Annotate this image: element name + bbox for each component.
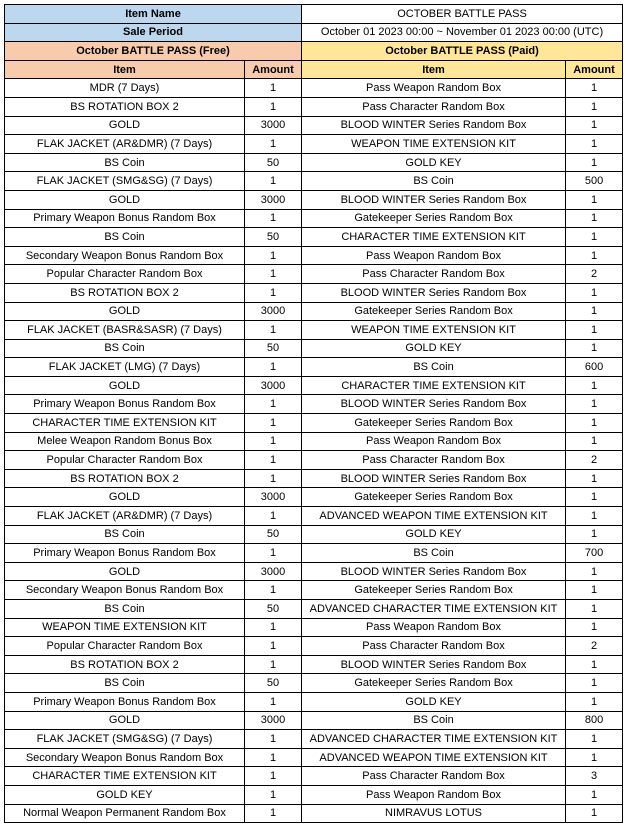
free-item-cell: GOLD xyxy=(5,562,245,581)
table-row xyxy=(5,562,623,581)
table-row xyxy=(5,414,623,433)
paid-amount-cell: 1 xyxy=(566,153,623,172)
free-item-cell: Secondary Weapon Bonus Random Box xyxy=(5,581,245,600)
free-amount-cell: 1 xyxy=(245,469,302,488)
free-item-cell: Primary Weapon Bonus Random Box xyxy=(5,544,245,563)
table-row xyxy=(5,432,623,451)
free-amount-cell: 50 xyxy=(245,339,302,358)
free-amount-header: Amount xyxy=(245,60,302,79)
table-row xyxy=(5,674,623,693)
paid-amount-cell: 1 xyxy=(566,116,623,135)
free-amount-cell: 3000 xyxy=(245,711,302,730)
paid-item-cell: Pass Weapon Random Box xyxy=(302,432,566,451)
free-item-cell: FLAK JACKET (LMG) (7 Days) xyxy=(5,358,245,377)
free-item-cell: FLAK JACKET (BASR&SASR) (7 Days) xyxy=(5,321,245,340)
free-item-cell: GOLD xyxy=(5,488,245,507)
paid-item-cell: Pass Character Random Box xyxy=(302,767,566,786)
paid-item-cell: Gatekeeper Series Random Box xyxy=(302,581,566,600)
table-row xyxy=(5,692,623,711)
paid-amount-cell: 800 xyxy=(566,711,623,730)
sale-period-label: Sale Period xyxy=(5,23,302,42)
free-item-cell: FLAK JACKET (AR&DMR) (7 Days) xyxy=(5,507,245,526)
paid-item-cell: Gatekeeper Series Random Box xyxy=(302,302,566,321)
item-name-value: OCTOBER BATTLE PASS xyxy=(302,5,623,24)
paid-item-cell: ADVANCED WEAPON TIME EXTENSION KIT xyxy=(302,507,566,526)
paid-amount-cell: 1 xyxy=(566,469,623,488)
free-item-header: Item xyxy=(5,60,245,79)
free-amount-cell: 1 xyxy=(245,265,302,284)
paid-amount-cell: 700 xyxy=(566,544,623,563)
free-amount-cell: 1 xyxy=(245,209,302,228)
table-row xyxy=(5,525,623,544)
table-row xyxy=(5,339,623,358)
table-row xyxy=(5,97,623,116)
table-row xyxy=(5,730,623,749)
table-row xyxy=(5,228,623,247)
free-amount-cell: 50 xyxy=(245,228,302,247)
paid-amount-cell: 1 xyxy=(566,395,623,414)
free-amount-cell: 1 xyxy=(245,655,302,674)
free-item-cell: FLAK JACKET (SMG&SG) (7 Days) xyxy=(5,730,245,749)
table-row xyxy=(5,209,623,228)
free-item-cell: GOLD xyxy=(5,711,245,730)
paid-item-cell: BS Coin xyxy=(302,544,566,563)
paid-item-cell: Pass Weapon Random Box xyxy=(302,79,566,98)
table-row xyxy=(5,451,623,470)
paid-amount-cell: 600 xyxy=(566,358,623,377)
free-amount-cell: 50 xyxy=(245,153,302,172)
paid-amount-cell: 1 xyxy=(566,246,623,265)
table-row xyxy=(5,172,623,191)
table-row xyxy=(5,358,623,377)
paid-item-cell: BS Coin xyxy=(302,358,566,377)
paid-amount-cell: 1 xyxy=(566,785,623,804)
section-title-row xyxy=(5,42,623,61)
free-amount-cell: 1 xyxy=(245,618,302,637)
table-row xyxy=(5,655,623,674)
free-amount-cell: 1 xyxy=(245,785,302,804)
paid-item-cell: WEAPON TIME EXTENSION KIT xyxy=(302,321,566,340)
free-item-cell: Secondary Weapon Bonus Random Box xyxy=(5,748,245,767)
paid-amount-cell: 1 xyxy=(566,581,623,600)
free-amount-cell: 1 xyxy=(245,432,302,451)
item-name-row xyxy=(5,5,623,24)
table-row xyxy=(5,581,623,600)
free-amount-cell: 50 xyxy=(245,674,302,693)
battle-pass-table xyxy=(4,4,623,823)
paid-item-cell: BLOOD WINTER Series Random Box xyxy=(302,116,566,135)
free-item-cell: Primary Weapon Bonus Random Box xyxy=(5,692,245,711)
free-item-cell: FLAK JACKET (SMG&SG) (7 Days) xyxy=(5,172,245,191)
table-row xyxy=(5,469,623,488)
paid-item-cell: GOLD KEY xyxy=(302,153,566,172)
paid-amount-cell: 1 xyxy=(566,674,623,693)
free-item-cell: WEAPON TIME EXTENSION KIT xyxy=(5,618,245,637)
free-amount-cell: 1 xyxy=(245,804,302,823)
free-item-cell: Secondary Weapon Bonus Random Box xyxy=(5,246,245,265)
table-row xyxy=(5,748,623,767)
free-item-cell: Popular Character Random Box xyxy=(5,637,245,656)
free-item-cell: BS ROTATION BOX 2 xyxy=(5,97,245,116)
paid-amount-cell: 1 xyxy=(566,190,623,209)
paid-item-cell: Pass Character Random Box xyxy=(302,97,566,116)
paid-item-cell: Gatekeeper Series Random Box xyxy=(302,209,566,228)
free-item-cell: GOLD xyxy=(5,190,245,209)
free-amount-cell: 1 xyxy=(245,544,302,563)
paid-item-cell: WEAPON TIME EXTENSION KIT xyxy=(302,135,566,154)
paid-amount-cell: 1 xyxy=(566,692,623,711)
table-row xyxy=(5,190,623,209)
table-row xyxy=(5,544,623,563)
table-row xyxy=(5,79,623,98)
free-amount-cell: 1 xyxy=(245,637,302,656)
paid-item-cell: BS Coin xyxy=(302,711,566,730)
paid-item-cell: CHARACTER TIME EXTENSION KIT xyxy=(302,376,566,395)
free-amount-cell: 50 xyxy=(245,600,302,619)
free-amount-cell: 1 xyxy=(245,246,302,265)
free-item-cell: CHARACTER TIME EXTENSION KIT xyxy=(5,767,245,786)
free-amount-cell: 1 xyxy=(245,283,302,302)
free-amount-cell: 3000 xyxy=(245,376,302,395)
paid-amount-cell: 1 xyxy=(566,135,623,154)
free-amount-cell: 3000 xyxy=(245,302,302,321)
free-item-cell: GOLD KEY xyxy=(5,785,245,804)
paid-amount-header: Amount xyxy=(566,60,623,79)
paid-amount-cell: 1 xyxy=(566,414,623,433)
paid-item-cell: BLOOD WINTER Series Random Box xyxy=(302,395,566,414)
free-item-cell: GOLD xyxy=(5,376,245,395)
free-amount-cell: 1 xyxy=(245,692,302,711)
paid-amount-cell: 1 xyxy=(566,79,623,98)
table-row xyxy=(5,283,623,302)
free-amount-cell: 1 xyxy=(245,730,302,749)
free-item-cell: GOLD xyxy=(5,116,245,135)
free-item-cell: BS Coin xyxy=(5,228,245,247)
paid-item-cell: Pass Weapon Random Box xyxy=(302,246,566,265)
column-header-row xyxy=(5,60,623,79)
free-item-cell: Popular Character Random Box xyxy=(5,451,245,470)
paid-amount-cell: 1 xyxy=(566,302,623,321)
free-item-cell: BS ROTATION BOX 2 xyxy=(5,655,245,674)
paid-item-cell: BS Coin xyxy=(302,172,566,191)
table-row xyxy=(5,618,623,637)
item-name-label: Item Name xyxy=(5,5,302,24)
table-row xyxy=(5,302,623,321)
paid-item-cell: ADVANCED CHARACTER TIME EXTENSION KIT xyxy=(302,600,566,619)
paid-amount-cell: 1 xyxy=(566,618,623,637)
paid-item-cell: ADVANCED CHARACTER TIME EXTENSION KIT xyxy=(302,730,566,749)
paid-amount-cell: 1 xyxy=(566,283,623,302)
free-amount-cell: 1 xyxy=(245,321,302,340)
free-amount-cell: 1 xyxy=(245,358,302,377)
paid-amount-cell: 3 xyxy=(566,767,623,786)
paid-item-cell: GOLD KEY xyxy=(302,692,566,711)
free-amount-cell: 3000 xyxy=(245,562,302,581)
table-row xyxy=(5,507,623,526)
paid-amount-cell: 1 xyxy=(566,804,623,823)
paid-amount-cell: 1 xyxy=(566,488,623,507)
sale-period-row xyxy=(5,23,623,42)
paid-item-cell: Pass Weapon Random Box xyxy=(302,618,566,637)
paid-item-cell: Pass Character Random Box xyxy=(302,637,566,656)
paid-item-cell: BLOOD WINTER Series Random Box xyxy=(302,562,566,581)
free-item-cell: FLAK JACKET (AR&DMR) (7 Days) xyxy=(5,135,245,154)
paid-amount-cell: 2 xyxy=(566,637,623,656)
table-row xyxy=(5,135,623,154)
paid-item-cell: Pass Weapon Random Box xyxy=(302,785,566,804)
paid-amount-cell: 1 xyxy=(566,339,623,358)
paid-item-cell: Pass Character Random Box xyxy=(302,265,566,284)
paid-item-cell: BLOOD WINTER Series Random Box xyxy=(302,655,566,674)
free-amount-cell: 50 xyxy=(245,525,302,544)
paid-pass-title: October BATTLE PASS (Paid) xyxy=(302,42,623,61)
paid-item-cell: Pass Character Random Box xyxy=(302,451,566,470)
free-amount-cell: 1 xyxy=(245,172,302,191)
paid-amount-cell: 1 xyxy=(566,432,623,451)
paid-item-cell: Gatekeeper Series Random Box xyxy=(302,674,566,693)
paid-amount-cell: 1 xyxy=(566,562,623,581)
paid-item-cell: GOLD KEY xyxy=(302,339,566,358)
paid-amount-cell: 1 xyxy=(566,730,623,749)
free-item-cell: MDR (7 Days) xyxy=(5,79,245,98)
paid-amount-cell: 1 xyxy=(566,376,623,395)
free-pass-title: October BATTLE PASS (Free) xyxy=(5,42,302,61)
table-row xyxy=(5,637,623,656)
sale-period-value: October 01 2023 00:00 ~ November 01 2023 00:00 (UTC) xyxy=(302,23,623,42)
paid-item-cell: BLOOD WINTER Series Random Box xyxy=(302,283,566,302)
table-row xyxy=(5,804,623,823)
free-item-cell: Primary Weapon Bonus Random Box xyxy=(5,209,245,228)
free-item-cell: Melee Weapon Random Bonus Box xyxy=(5,432,245,451)
free-amount-cell: 1 xyxy=(245,748,302,767)
free-item-cell: CHARACTER TIME EXTENSION KIT xyxy=(5,414,245,433)
paid-item-header: Item xyxy=(302,60,566,79)
free-item-cell: Normal Weapon Permanent Random Box xyxy=(5,804,245,823)
free-item-cell: BS Coin xyxy=(5,525,245,544)
free-amount-cell: 1 xyxy=(245,79,302,98)
paid-amount-cell: 2 xyxy=(566,265,623,284)
free-amount-cell: 1 xyxy=(245,581,302,600)
paid-amount-cell: 1 xyxy=(566,97,623,116)
paid-item-cell: Gatekeeper Series Random Box xyxy=(302,414,566,433)
free-item-cell: BS ROTATION BOX 2 xyxy=(5,283,245,302)
paid-amount-cell: 2 xyxy=(566,451,623,470)
table-row xyxy=(5,265,623,284)
table-row xyxy=(5,785,623,804)
free-item-cell: BS ROTATION BOX 2 xyxy=(5,469,245,488)
paid-amount-cell: 1 xyxy=(566,209,623,228)
paid-amount-cell: 1 xyxy=(566,525,623,544)
paid-item-cell: NIMRAVUS LOTUS xyxy=(302,804,566,823)
free-amount-cell: 3000 xyxy=(245,116,302,135)
free-amount-cell: 1 xyxy=(245,507,302,526)
table-row xyxy=(5,153,623,172)
paid-item-cell: ADVANCED WEAPON TIME EXTENSION KIT xyxy=(302,748,566,767)
paid-amount-cell: 1 xyxy=(566,228,623,247)
table-row xyxy=(5,488,623,507)
table-row xyxy=(5,711,623,730)
table-row xyxy=(5,376,623,395)
table-row xyxy=(5,246,623,265)
table-row xyxy=(5,116,623,135)
table-body xyxy=(5,5,623,823)
paid-item-cell: GOLD KEY xyxy=(302,525,566,544)
table-row xyxy=(5,600,623,619)
paid-amount-cell: 500 xyxy=(566,172,623,191)
paid-amount-cell: 1 xyxy=(566,321,623,340)
paid-item-cell: Gatekeeper Series Random Box xyxy=(302,488,566,507)
paid-item-cell: BLOOD WINTER Series Random Box xyxy=(302,469,566,488)
free-item-cell: BS Coin xyxy=(5,339,245,358)
free-amount-cell: 1 xyxy=(245,135,302,154)
paid-amount-cell: 1 xyxy=(566,748,623,767)
paid-amount-cell: 1 xyxy=(566,507,623,526)
table-row xyxy=(5,395,623,414)
free-item-cell: Primary Weapon Bonus Random Box xyxy=(5,395,245,414)
paid-amount-cell: 1 xyxy=(566,600,623,619)
free-amount-cell: 3000 xyxy=(245,488,302,507)
paid-item-cell: CHARACTER TIME EXTENSION KIT xyxy=(302,228,566,247)
table-row xyxy=(5,767,623,786)
paid-item-cell: BLOOD WINTER Series Random Box xyxy=(302,190,566,209)
free-item-cell: GOLD xyxy=(5,302,245,321)
table-row xyxy=(5,321,623,340)
free-amount-cell: 1 xyxy=(245,767,302,786)
free-amount-cell: 3000 xyxy=(245,190,302,209)
free-amount-cell: 1 xyxy=(245,451,302,470)
free-amount-cell: 1 xyxy=(245,414,302,433)
free-item-cell: BS Coin xyxy=(5,674,245,693)
free-amount-cell: 1 xyxy=(245,395,302,414)
free-amount-cell: 1 xyxy=(245,97,302,116)
free-item-cell: BS Coin xyxy=(5,600,245,619)
free-item-cell: BS Coin xyxy=(5,153,245,172)
paid-amount-cell: 1 xyxy=(566,655,623,674)
free-item-cell: Popular Character Random Box xyxy=(5,265,245,284)
